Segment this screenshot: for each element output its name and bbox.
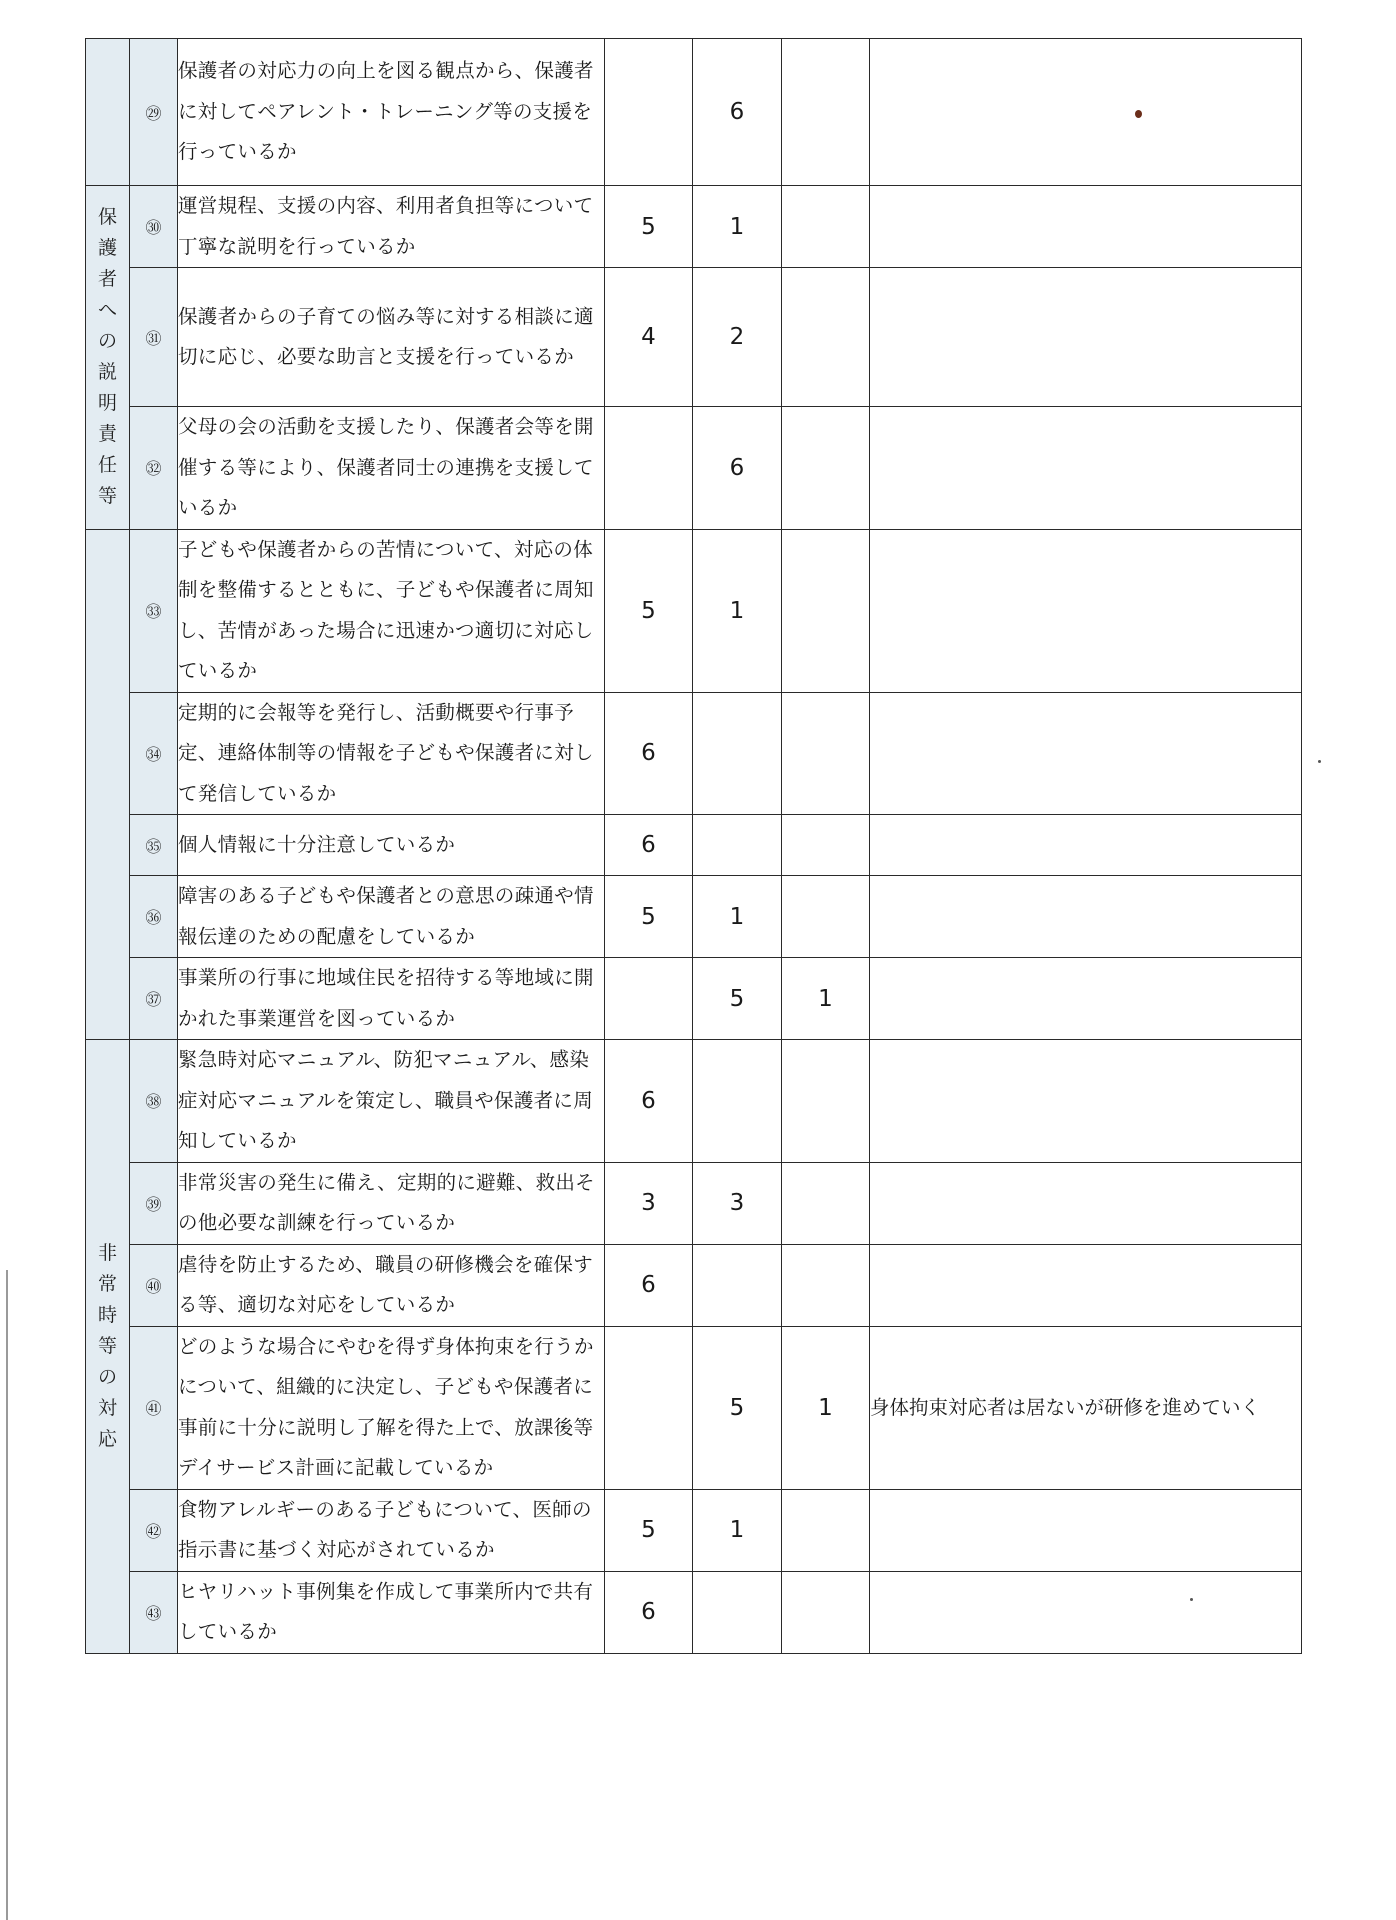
category-char: 説 (97, 361, 117, 384)
category-char: 対 (97, 1396, 117, 1419)
item-number (130, 39, 178, 186)
answer-yes-count-text: 6 (641, 1599, 656, 1625)
answer-partial-count (693, 815, 782, 876)
item-number (130, 1162, 178, 1244)
question-cell (178, 1489, 605, 1571)
category-cell (86, 39, 130, 186)
table-row (86, 1489, 1302, 1571)
answer-no-count (782, 1489, 870, 1571)
answer-partial-count (693, 39, 782, 186)
question-cell-text: 障害のある子どもや保護者との意思の疎通や情報伝達のための配慮をしているか (178, 884, 594, 948)
question-cell-text: ヒヤリハット事例集を作成して事業所内で共有しているか (178, 1579, 594, 1643)
table-row (86, 186, 1302, 268)
item-number-text: ㉚ (145, 218, 162, 237)
item-number (130, 1326, 178, 1489)
answer-partial-count (693, 692, 782, 815)
table-row (86, 407, 1302, 530)
answer-partial-count (693, 186, 782, 268)
category-char: 応 (97, 1427, 117, 1450)
question-cell-text: 個人情報に十分注意しているか (178, 832, 456, 856)
table-row (86, 1162, 1302, 1244)
scan-edge (6, 1270, 8, 1920)
table-row (86, 876, 1302, 958)
question-cell (178, 407, 605, 530)
item-number (130, 1040, 178, 1163)
category-char: 非 (97, 1241, 117, 1264)
category-char: 責 (97, 423, 117, 446)
category-char: 常 (97, 1272, 117, 1295)
item-number (130, 1571, 178, 1653)
answer-no-count (782, 692, 870, 815)
category-char: 明 (97, 392, 117, 415)
item-number (130, 692, 178, 815)
question-cell (178, 39, 605, 186)
question-cell-text: 食物アレルギーのある子どもについて、医師の指示書に基づく対応がされているか (178, 1497, 592, 1561)
improvement-note (870, 407, 1302, 530)
improvement-note (870, 1162, 1302, 1244)
question-cell-text: 父母の会の活動を支援したり、保護者会等を開催する等により、保護者同士の連携を支援しているか (178, 415, 594, 519)
answer-partial-count-text: 3 (729, 1190, 745, 1216)
answer-partial-count-text: 5 (729, 985, 745, 1012)
answer-partial-count (693, 1244, 782, 1326)
answer-yes-count-text: 6 (641, 740, 656, 767)
category-char: 者 (97, 268, 117, 291)
question-cell-text: どのような場合にやむを得ず身体拘束を行うかについて、組織的に決定し、子どもや保護者に事前に十分に説明し了解を得た上で、放課後等デイサービス計画に記載しているか (178, 1334, 594, 1479)
answer-yes-count-text: 5 (641, 213, 656, 240)
answer-no-count (782, 958, 870, 1040)
item-number-text: ㊳ (145, 1092, 162, 1112)
improvement-note (870, 268, 1302, 407)
category-char: 等 (97, 1334, 117, 1357)
improvement-note (870, 815, 1302, 876)
question-cell (178, 1571, 605, 1653)
answer-yes-count (605, 876, 693, 958)
answer-yes-count (605, 958, 693, 1040)
answer-partial-count (693, 958, 782, 1040)
table-row (86, 1040, 1302, 1163)
table-row (86, 1571, 1302, 1653)
table-row (86, 1326, 1302, 1489)
item-number-text: ㉝ (145, 602, 162, 621)
question-cell (178, 1040, 605, 1163)
answer-no-count (782, 39, 870, 186)
item-number-text: ㉞ (145, 744, 162, 764)
answer-partial-count (693, 529, 782, 692)
answer-no-count (782, 1162, 870, 1244)
answer-partial-count-text: 5 (729, 1394, 745, 1421)
item-number (130, 876, 178, 958)
answer-partial-count-text: 1 (729, 903, 745, 930)
category-char: へ (97, 299, 117, 322)
improvement-note (870, 1244, 1302, 1326)
answer-yes-count (605, 407, 693, 530)
item-number (130, 1244, 178, 1326)
answer-no-count (782, 815, 870, 876)
item-number-text: ㊶ (145, 1399, 162, 1418)
answer-yes-count (605, 39, 693, 186)
answer-no-count (782, 876, 870, 958)
improvement-note (870, 39, 1302, 186)
improvement-note (870, 1571, 1302, 1653)
item-number-text: ㉙ (145, 103, 162, 123)
question-cell-text: 虐待を防止するため、職員の研修機会を確保する等、適切な対応をしているか (178, 1252, 594, 1316)
item-number (130, 186, 178, 268)
item-number-text: ㉛ (145, 328, 162, 348)
table-row (86, 39, 1302, 186)
answer-yes-count-text: 6 (641, 832, 656, 858)
answer-partial-count (693, 1571, 782, 1653)
item-number (130, 1489, 178, 1571)
answer-no-count-text: 1 (818, 1394, 833, 1421)
question-cell-text: 非常災害の発生に備え、定期的に避難、救出その他必要な訓練を行っているか (178, 1170, 595, 1234)
category-cell (86, 529, 130, 1040)
item-number-text: ㉟ (145, 836, 162, 856)
question-cell (178, 1244, 605, 1326)
answer-no-count (782, 268, 870, 407)
question-cell (178, 268, 605, 407)
question-cell (178, 692, 605, 815)
answer-yes-count (605, 1244, 693, 1326)
answer-no-count (782, 1244, 870, 1326)
answer-yes-count-text: 6 (641, 1272, 656, 1298)
table-row (86, 268, 1302, 407)
improvement-note-text: 身体拘束対応者は居ないが研修を進めていく (870, 1395, 1261, 1419)
table-row (86, 815, 1302, 876)
question-cell (178, 529, 605, 692)
evaluation-table (85, 38, 1302, 1654)
answer-yes-count-text: 5 (641, 903, 656, 930)
answer-yes-count (605, 692, 693, 815)
answer-no-count (782, 407, 870, 530)
category-char: の (97, 330, 117, 353)
improvement-note (870, 958, 1302, 1040)
category-char: の (97, 1365, 117, 1388)
scan-speck (1318, 760, 1321, 763)
question-cell (178, 876, 605, 958)
item-number-text: ㊱ (145, 908, 162, 927)
answer-partial-count (693, 1489, 782, 1571)
answer-no-count (782, 1326, 870, 1489)
item-number-text: ㊵ (145, 1276, 162, 1296)
category-label (98, 202, 117, 512)
question-cell-text: 緊急時対応マニュアル、防犯マニュアル、感染症対応マニュアルを策定し、職員や保護者に周知しているか (178, 1048, 594, 1152)
answer-yes-count (605, 186, 693, 268)
table-row (86, 692, 1302, 815)
answer-partial-count (693, 1162, 782, 1244)
answer-partial-count (693, 1326, 782, 1489)
category-char: 時 (97, 1303, 117, 1326)
question-cell (178, 815, 605, 876)
answer-partial-count (693, 876, 782, 958)
answer-yes-count-text: 6 (641, 1087, 656, 1114)
question-cell-text: 保護者からの子育ての悩み等に対する相談に適切に応じ、必要な助言と支援を行っているか (178, 304, 594, 368)
question-cell-text: 運営規程、支援の内容、利用者負担等について丁寧な説明を行っているか (178, 194, 594, 258)
answer-no-count (782, 186, 870, 268)
item-number-text: ㊸ (145, 1603, 162, 1623)
answer-partial-count (693, 268, 782, 407)
item-number (130, 529, 178, 692)
question-cell-text: 定期的に会報等を発行し、活動概要や行事予定、連絡体制等の情報を子どもや保護者に対して発信しているか (178, 700, 594, 805)
answer-partial-count-text: 2 (729, 324, 745, 350)
answer-yes-count-text: 4 (641, 324, 656, 350)
question-cell-text: 子どもや保護者からの苦情について、対応の体制を整備するとともに、子どもや保護者に周知し、苦情があった場合に迅速かつ適切に対応しているか (178, 537, 594, 682)
table-row (86, 958, 1302, 1040)
answer-partial-count-text: 1 (729, 213, 745, 240)
answer-yes-count (605, 1571, 693, 1653)
category-char: 等 (97, 485, 117, 508)
category-cell (86, 186, 130, 530)
answer-partial-count (693, 407, 782, 530)
answer-no-count-text: 1 (818, 985, 833, 1012)
table-row (86, 1244, 1302, 1326)
question-cell-text: 事業所の行事に地域住民を招待する等地域に開かれた事業運営を図っているか (178, 966, 594, 1030)
question-cell (178, 186, 605, 268)
improvement-note (870, 876, 1302, 958)
item-number-text: ㊷ (145, 1521, 162, 1541)
category-char: 任 (97, 454, 117, 477)
item-number (130, 958, 178, 1040)
answer-yes-count (605, 1489, 693, 1571)
answer-yes-count (605, 268, 693, 407)
category-char: 保 (97, 206, 117, 229)
question-cell (178, 958, 605, 1040)
item-number-text: ㉜ (145, 459, 162, 479)
answer-partial-count (693, 1040, 782, 1163)
answer-yes-count (605, 1040, 693, 1163)
answer-yes-count-text: 3 (641, 1190, 656, 1216)
category-char: 護 (97, 237, 117, 260)
answer-partial-count-text: 6 (729, 99, 745, 125)
improvement-note (870, 1489, 1302, 1571)
answer-yes-count (605, 815, 693, 876)
answer-yes-count (605, 1326, 693, 1489)
item-number (130, 407, 178, 530)
improvement-note (870, 1040, 1302, 1163)
improvement-note (870, 186, 1302, 268)
answer-no-count (782, 529, 870, 692)
answer-no-count (782, 1571, 870, 1653)
answer-partial-count-text: 6 (729, 454, 745, 481)
answer-no-count (782, 1040, 870, 1163)
improvement-note (870, 692, 1302, 815)
item-number-text: ㊴ (145, 1194, 162, 1214)
category-cell (86, 1040, 130, 1654)
item-number-text: ㊲ (145, 990, 162, 1009)
question-cell (178, 1162, 605, 1244)
answer-yes-count (605, 529, 693, 692)
improvement-note (870, 1326, 1302, 1489)
answer-yes-count (605, 1162, 693, 1244)
answer-yes-count-text: 5 (641, 1517, 656, 1543)
category-label (98, 1238, 117, 1455)
question-cell (178, 1326, 605, 1489)
answer-yes-count-text: 5 (641, 597, 656, 624)
item-number (130, 268, 178, 407)
improvement-note (870, 529, 1302, 692)
answer-partial-count-text: 1 (729, 1517, 745, 1543)
table-row (86, 529, 1302, 692)
question-cell-text: 保護者の対応力の向上を図る観点から、保護者に対してペアレント・トレーニング等の支援を行っているか (178, 59, 594, 164)
answer-partial-count-text: 1 (729, 597, 745, 624)
item-number (130, 815, 178, 876)
